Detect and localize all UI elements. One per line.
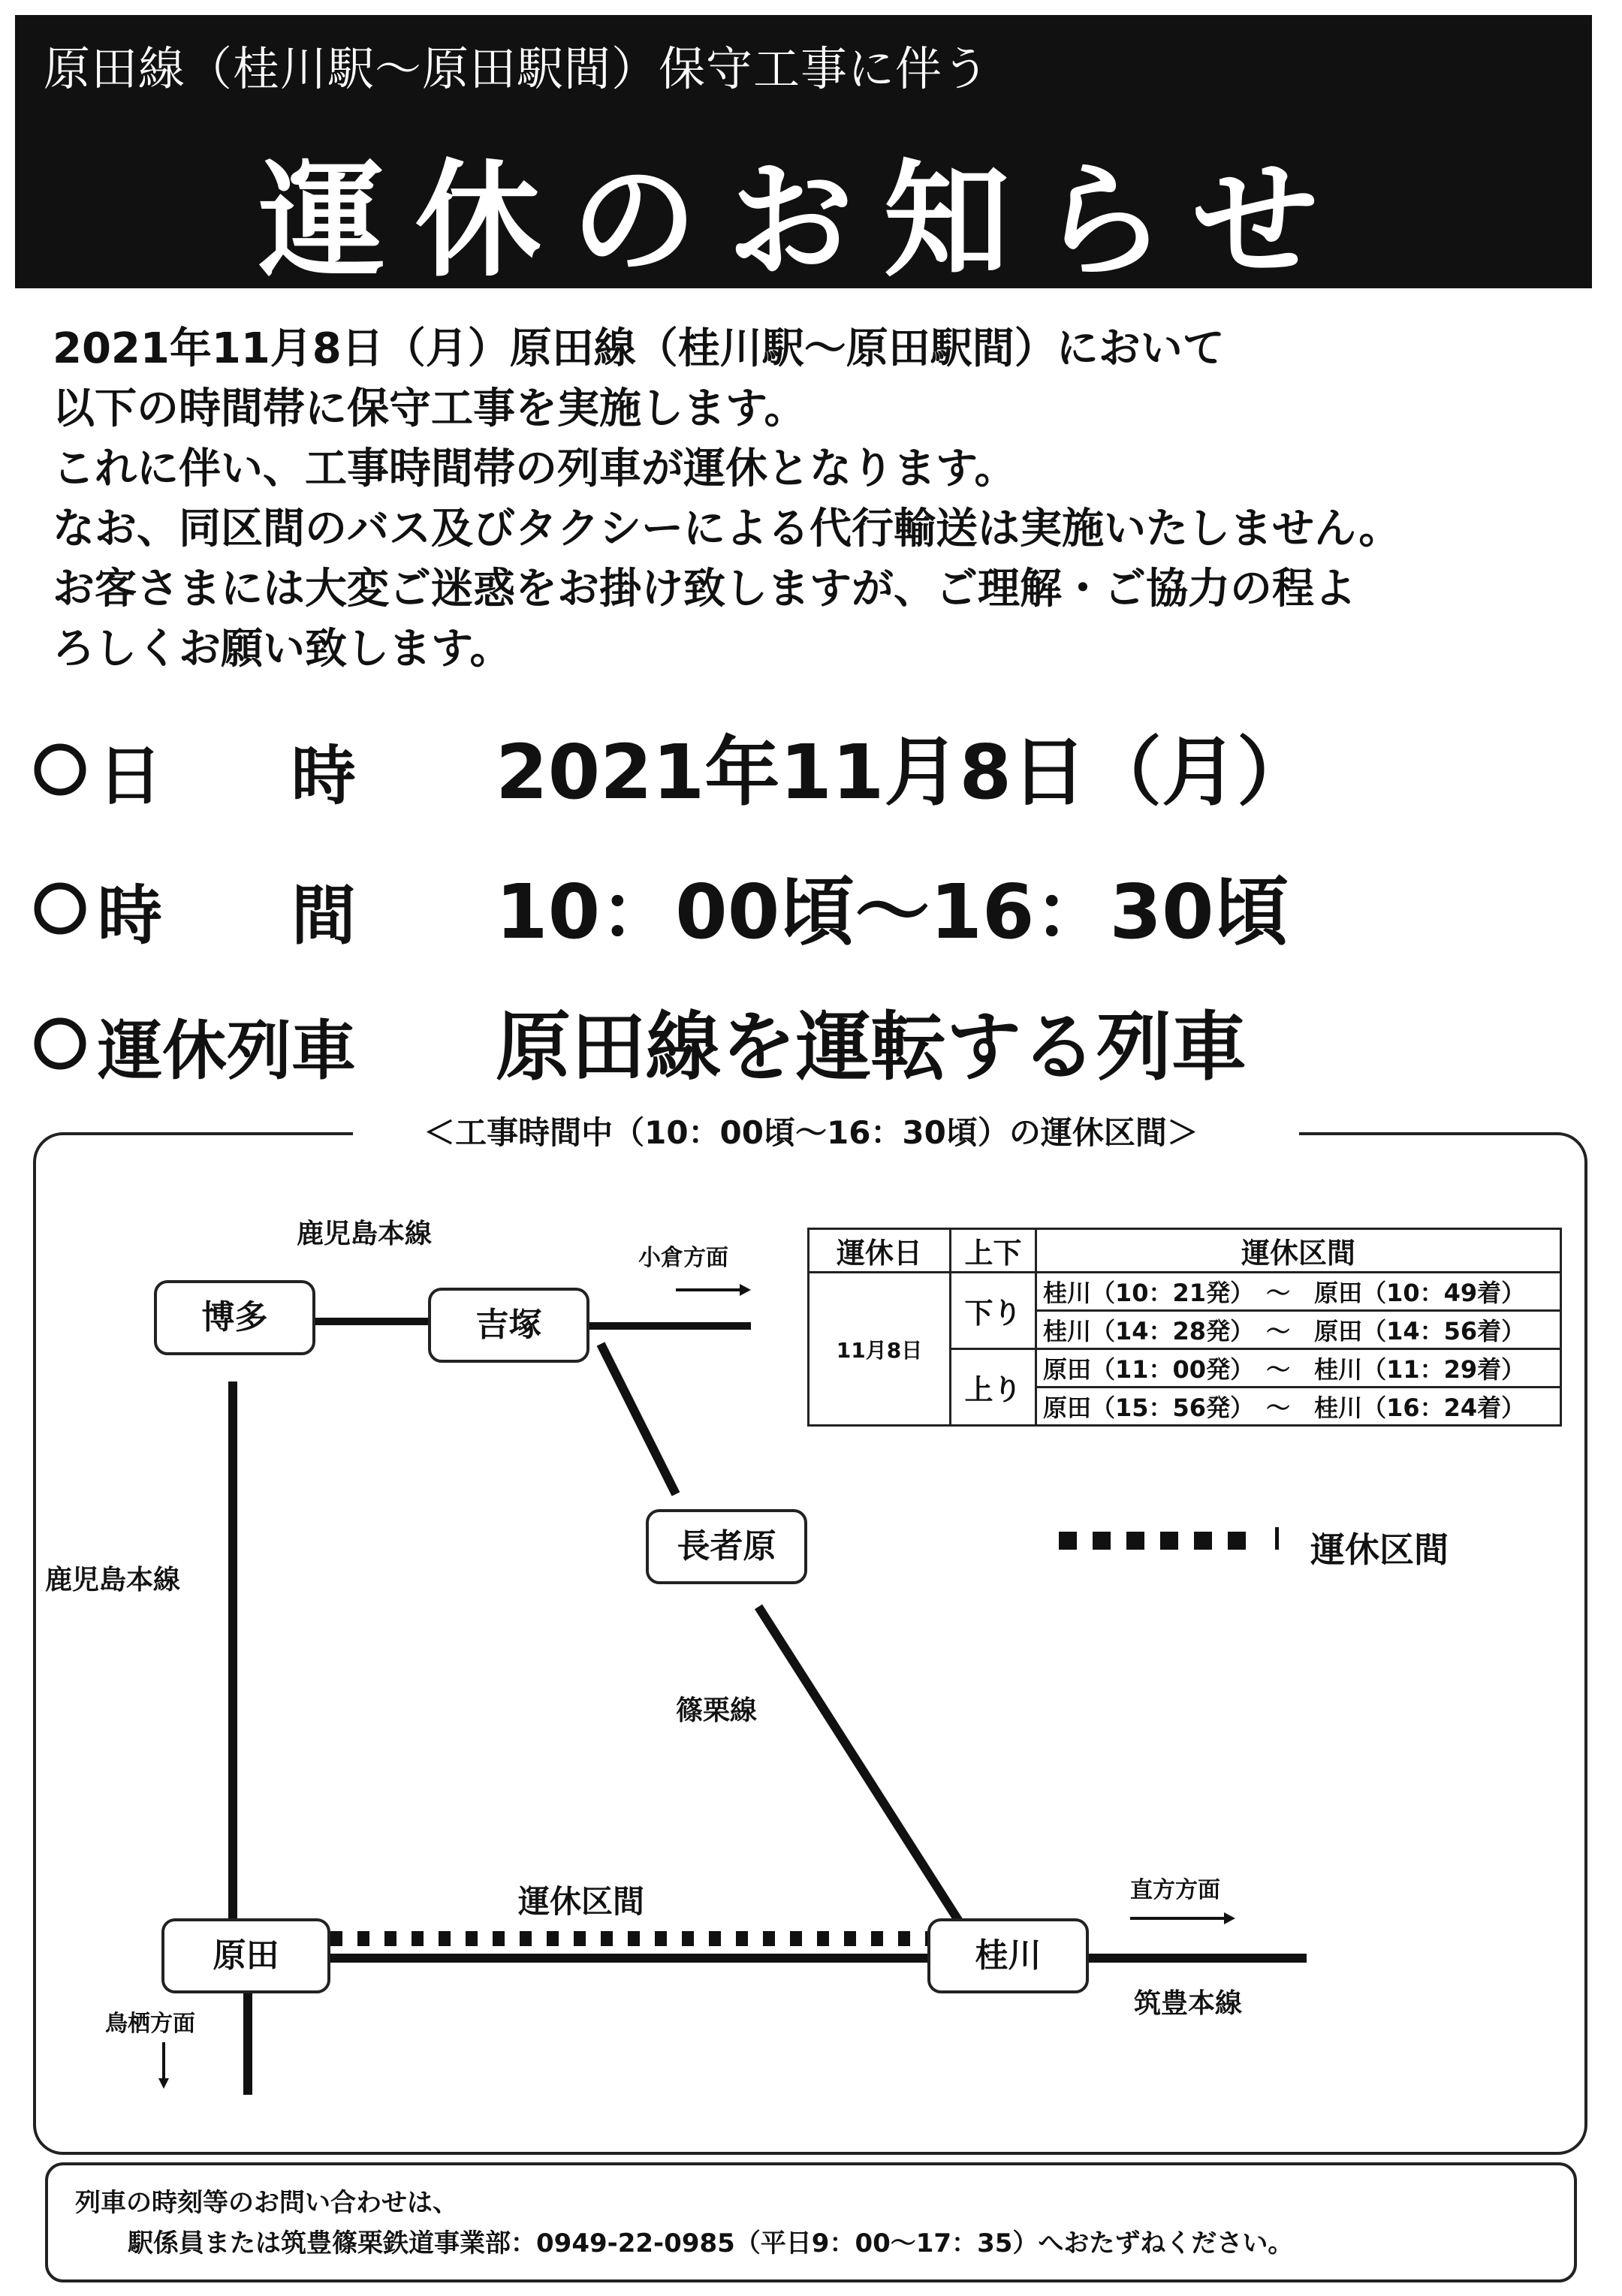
contact-line-2: 駅係員または筑豊篠栗鉄道事業部：0949-22-0985（平日9：00～17：35）へおたずねください。 [128, 2228, 1294, 2258]
intro-line-1: 2021年11月8日（月）原田線（桂川駅～原田駅間）において [53, 324, 1225, 373]
train-label: 運休列車 [98, 1014, 356, 1089]
schedule-up-label: 上り [951, 1349, 1036, 1426]
schedule-row: 桂川（10：21発） ～ 原田（10：49着） [1036, 1273, 1561, 1311]
legend-dashes [1059, 1527, 1279, 1550]
station-chojabaru: 長者原 [646, 1509, 807, 1584]
intro-line-6: ろしくお願い致します。 [53, 625, 512, 673]
label-sasaguri-line: 篠栗線 [676, 1695, 758, 1726]
intro-line-2: 以下の時間帯に保守工事を実施します。 [53, 384, 806, 433]
intro-line-4: なお、同区間のバス及びタクシーによる代行輸送は実施いたしません。 [53, 505, 1401, 553]
track-sasaguri-lower [758, 1607, 976, 1948]
contact-line-1: 列車の時刻等のお問い合わせは、 [75, 2188, 458, 2218]
schedule-date: 11月8日 [809, 1273, 951, 1426]
label-suspended-section: 運休区間 [518, 1883, 645, 1920]
schedule-down-label: 下り [951, 1273, 1036, 1349]
date-label: 日 時 [98, 739, 356, 814]
date-value: 2021年11月8日（月） [496, 728, 1313, 816]
label-kokura-direction: 小倉方面 [638, 1245, 728, 1271]
label-kagoshima-left: 鹿児島本線 [45, 1565, 181, 1595]
label-chikuho-line: 筑豊本線 [1134, 1988, 1243, 2019]
label-kagoshima-top: 鹿児島本線 [297, 1219, 433, 1249]
label-nogata-direction: 直方方面 [1130, 1877, 1220, 1903]
table-header: 上下 [951, 1229, 1036, 1273]
intro-line-5: お客さまには大変ご迷惑をお掛け致しますが、ご理解・ご協力の程よ [53, 565, 1356, 613]
table-header: 運休日 [809, 1229, 951, 1273]
intro-line-3: これに伴い、工事時間帯の列車が運休となります。 [53, 444, 1017, 493]
train-value: 原田線を運転する列車 [496, 1003, 1247, 1091]
station-yoshizuka: 吉塚 [428, 1288, 589, 1363]
station-harada: 原田 [161, 1918, 330, 1993]
time-label: 時 間 [98, 878, 356, 954]
label-tosu-direction: 鳥栖方面 [105, 2011, 195, 2037]
time-value: 10：00頃～16：30頃 [496, 868, 1289, 956]
schedule-row: 桂川（14：28発） ～ 原田（14：56着） [1036, 1311, 1561, 1349]
station-hakata: 博多 [154, 1280, 315, 1355]
legend-label: 運休区間 [1310, 1529, 1449, 1570]
page-title: 運休のお知らせ [258, 147, 1349, 294]
header-subtitle: 原田線（桂川駅～原田駅間）保守工事に伴う [44, 41, 990, 96]
schedule-row: 原田（11：00発） ～ 桂川（11：29着） [1036, 1349, 1561, 1388]
table-header: 運休区間 [1036, 1229, 1561, 1273]
schedule-row: 原田（15：56発） ～ 桂川（16：24着） [1036, 1388, 1561, 1426]
track-sasaguri-upper [601, 1344, 676, 1494]
table-row [809, 1273, 1561, 1311]
station-keisen: 桂川 [927, 1918, 1089, 1993]
suspension-schedule-table [807, 1228, 1562, 1427]
route-map-title: ＜工事時間中（10：00頃～16：30頃）の運休区間＞ [424, 1114, 1198, 1151]
